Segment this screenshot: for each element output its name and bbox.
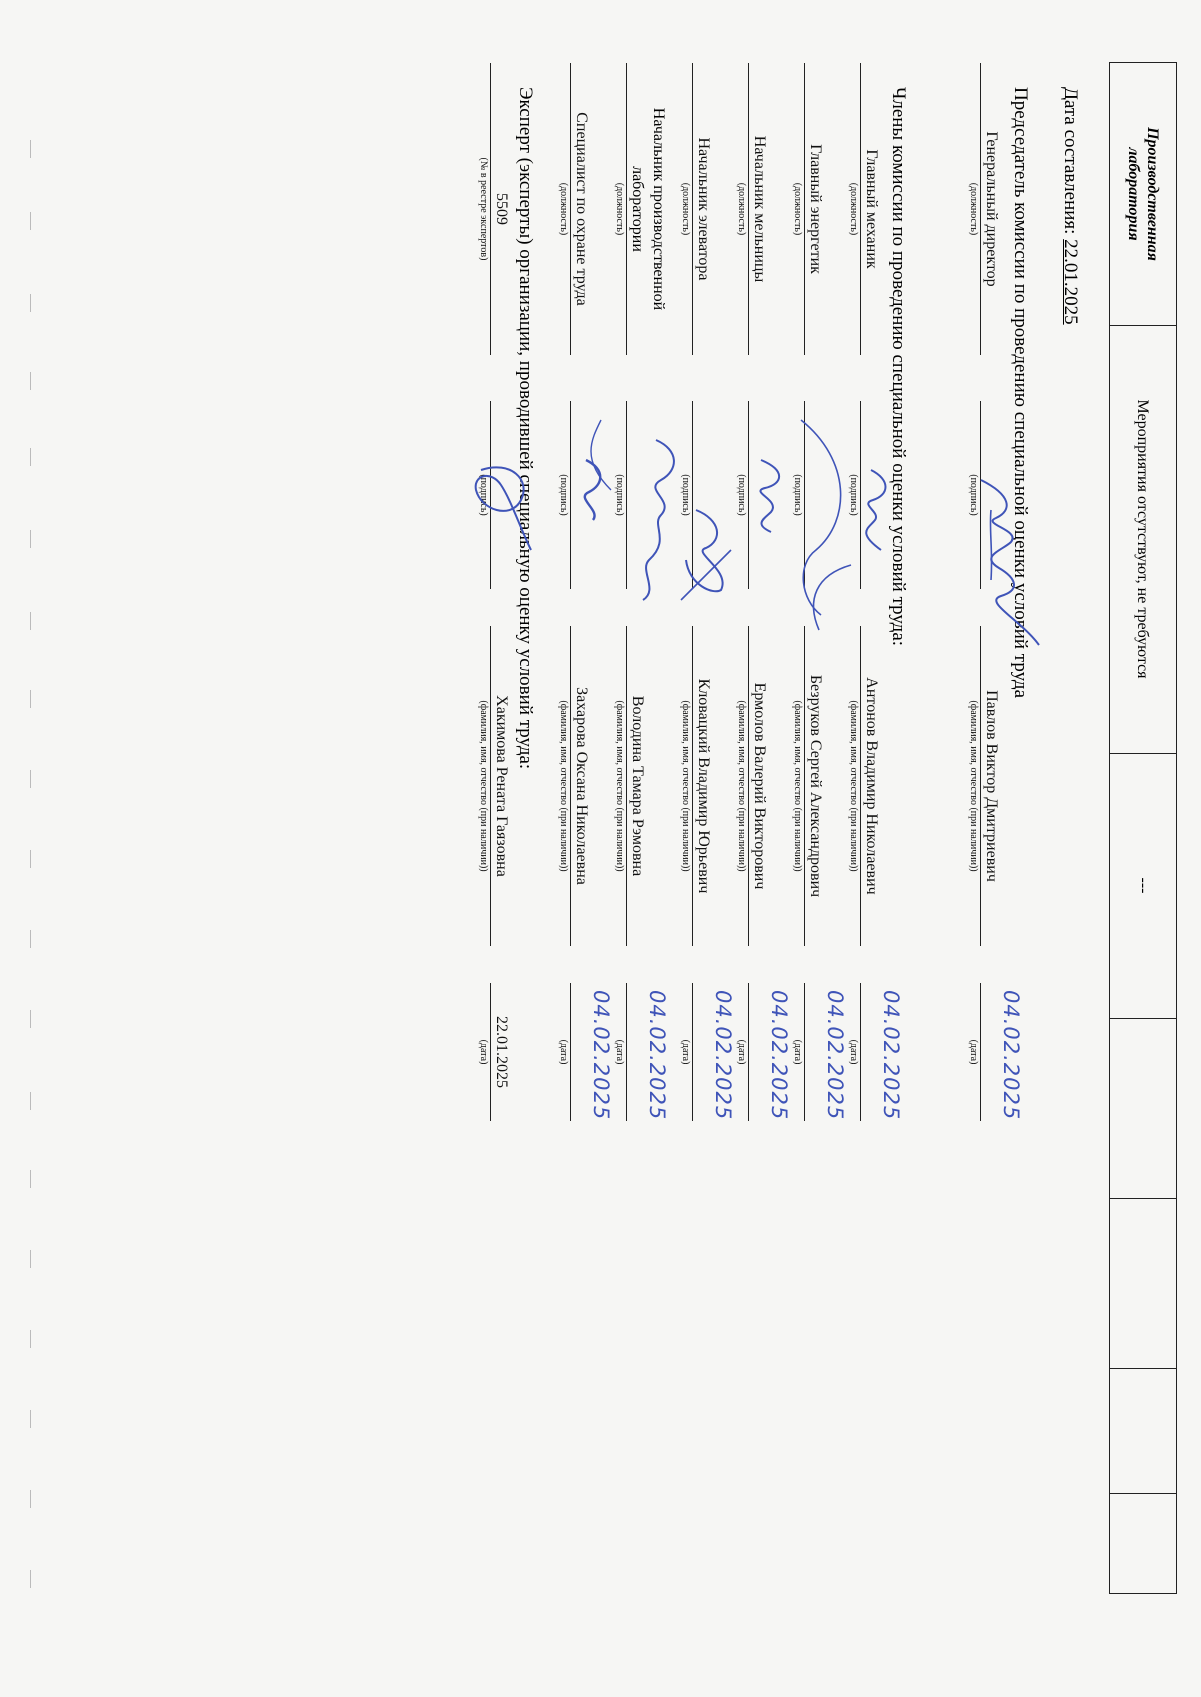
caption-date: (дата) <box>614 1039 625 1065</box>
member-date-line <box>626 983 647 1121</box>
expert-signature <box>461 440 551 570</box>
table-cell-deadline <box>1110 1018 1176 1199</box>
member-name: Безруков Сергей Александрович <box>804 626 825 946</box>
caption-position: (должность) <box>848 182 859 236</box>
caption-date: (дата) <box>792 1039 803 1065</box>
member-date: 04.02.2025 <box>823 990 847 1121</box>
chairman-position: Генеральный директор <box>980 63 1001 355</box>
table-cell-goal: --- <box>1110 753 1176 1019</box>
member-date: 04.02.2025 <box>711 990 735 1121</box>
caption-registry: (№ в реестре экспертов) <box>478 157 489 261</box>
member-position: Начальник мельницы <box>748 63 769 355</box>
caption-signature: (подпись) <box>680 474 691 516</box>
caption-position: (должность) <box>680 182 691 236</box>
caption-name: (фамилия, имя, отчество (при наличии)) <box>614 700 625 872</box>
member-date: 04.02.2025 <box>767 990 791 1121</box>
member-signatures <box>551 400 911 640</box>
caption-signature: (подпись) <box>848 474 859 516</box>
caption-date: (дата) <box>736 1039 747 1065</box>
table-cell-note <box>1110 1493 1176 1593</box>
expert-name: Хакимова Рената Гаязовна <box>490 626 511 946</box>
table-cell-responsible <box>1110 1368 1176 1494</box>
member-date-line <box>692 983 713 1121</box>
caption-signature: (подпись) <box>792 474 803 516</box>
caption-signature: (подпись) <box>614 474 625 516</box>
member-date: 04.02.2025 <box>645 990 669 1121</box>
expert-heading: Эксперт (эксперты) организации, проводившей специальную оценку условий труда: <box>515 87 536 770</box>
members-heading: Члены комиссии по проведению специальной оценки условий труда: <box>888 87 909 647</box>
member-date: 04.02.2025 <box>879 990 903 1121</box>
table-cell-unit: Производственная лаборатория <box>1110 63 1176 326</box>
member-position: Специалист по охране труда <box>570 63 591 355</box>
member-name: Антонов Владимир Николаевич <box>860 626 881 946</box>
activities-table <box>1109 62 1177 1594</box>
caption-position: (должность) <box>792 182 803 236</box>
caption-name: (фамилия, имя, отчество (при наличии)) <box>558 700 569 872</box>
expert-date: 22.01.2025 <box>490 983 511 1121</box>
caption-signature: (подпись) <box>478 474 489 516</box>
caption-date: (дата) <box>478 1039 489 1065</box>
chairman-heading: Председатель комиссии по проведению специальной оценки условий труда <box>1010 87 1031 698</box>
chairman-name: Павлов Виктор Дмитриевич <box>980 626 1001 946</box>
member-name: Володина Тамара Рэмовна <box>626 626 647 946</box>
caption-position: (должность) <box>614 182 625 236</box>
member-position: Главный механик <box>860 63 881 355</box>
caption-position: (должность) <box>968 182 979 236</box>
member-position: Начальник элеватора <box>692 63 713 355</box>
scan-edge <box>0 0 60 1697</box>
caption-name: (фамилия, имя, отчество (при наличии)) <box>736 700 747 872</box>
caption-date: (дата) <box>968 1039 979 1065</box>
chairman-signature <box>956 470 1051 660</box>
compiled-date: 22.01.2025 <box>1060 239 1081 325</box>
member-date-line <box>570 983 591 1121</box>
member-name: Захарова Оксана Николаевна <box>570 626 591 946</box>
caption-name: (фамилия, имя, отчество (при наличии)) <box>848 700 859 872</box>
caption-signature: (подпись) <box>968 474 979 516</box>
caption-name: (фамилия, имя, отчество (при наличии)) <box>792 700 803 872</box>
member-date-line <box>804 983 825 1121</box>
caption-name: (фамилия, имя, отчество (при наличии)) <box>680 700 691 872</box>
expert-registry: 5509 <box>490 63 511 355</box>
caption-position: (должность) <box>736 182 747 236</box>
caption-date: (дата) <box>848 1039 859 1065</box>
member-position: Начальник производственной лаборатории <box>626 63 669 355</box>
member-date-line <box>748 983 769 1121</box>
compiled-date-row: Дата составления: 22.01.2025 <box>1060 87 1081 325</box>
member-date: 04.02.2025 <box>589 990 613 1121</box>
member-name: Кловацкий Владимир Юрьевич <box>692 626 713 946</box>
chairman-date: 04.02.2025 <box>999 990 1023 1121</box>
member-name: Ермолов Валерий Викторович <box>748 626 769 946</box>
caption-signature: (подпись) <box>558 474 569 516</box>
table-cell-units <box>1110 1198 1176 1369</box>
caption-date: (дата) <box>558 1039 569 1065</box>
chairman-date-line <box>980 983 1001 1121</box>
member-position: Главный энергетик <box>804 63 825 355</box>
caption-name: (фамилия, имя, отчество (при наличии)) <box>968 700 979 872</box>
caption-signature: (подпись) <box>736 474 747 516</box>
table-cell-activity: Мероприятия отсутствуют, не требуются <box>1110 325 1176 754</box>
caption-name: (фамилия, имя, отчество (при наличии)) <box>478 700 489 872</box>
caption-date: (дата) <box>680 1039 691 1065</box>
caption-position: (должность) <box>558 182 569 236</box>
member-date-line <box>860 983 881 1121</box>
